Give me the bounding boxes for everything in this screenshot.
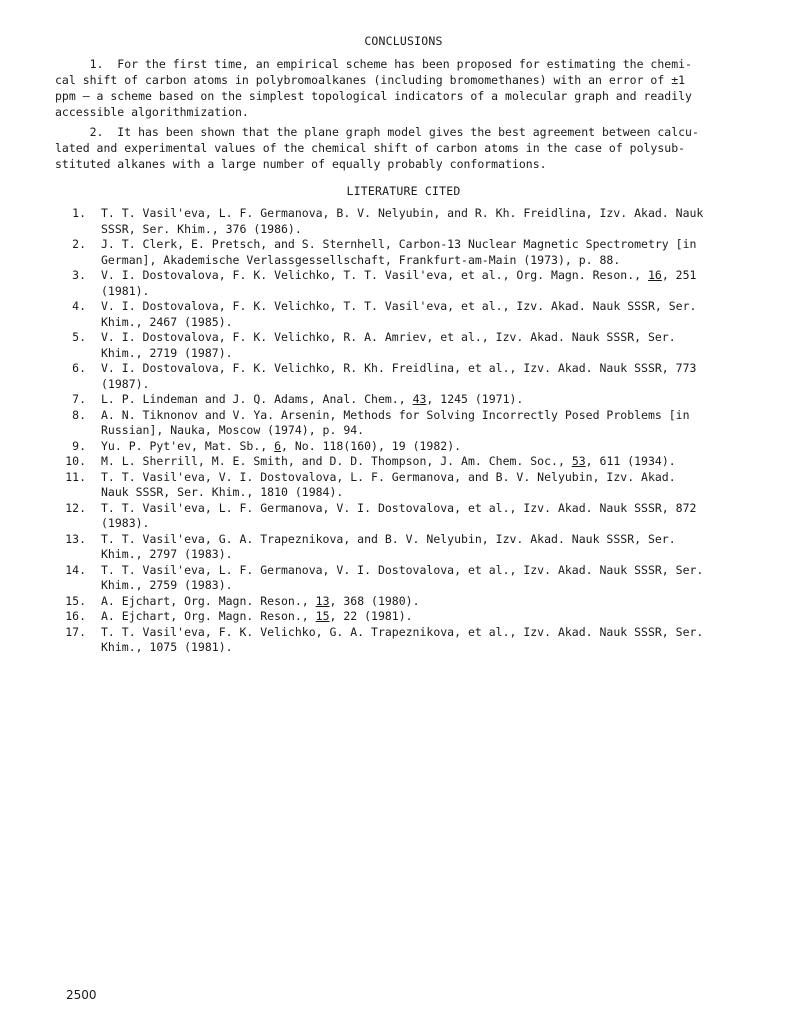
reference-number: 3.: [72, 268, 86, 282]
reference-text: T. T. Vasil'eva, F. K. Velichko, G. A. Trapeznikova, et al., Izv. Akad. Nauk SSSR, Ser.: [101, 624, 704, 639]
paragraph-line: 1. For the first time, an empirical scheme has been proposed for estimating the chemi-: [55, 57, 692, 71]
reference-text: SSSR, Ser. Khim., 376 (1986).: [101, 221, 302, 236]
reference-item: [55, 206, 755, 237]
reference-text: Yu. P. Pyt'ev, Mat. Sb., 6, No. 118(160), 19 (1982).: [101, 438, 462, 453]
paragraph-line: ppm — a scheme based on the simplest topological indicators of a molecular graph and readily: [55, 89, 692, 103]
reference-item: [55, 330, 755, 361]
reference-number: 6.: [72, 361, 86, 375]
reference-text: A. Ejchart, Org. Magn. Reson., 15, 22 (1981).: [101, 609, 413, 623]
reference-number: 14.: [65, 562, 86, 577]
reference-text: Khim., 2467 (1985).: [101, 314, 233, 329]
conclusion-paragraph-1: [55, 56, 755, 120]
conclusion-paragraph-2: [55, 124, 755, 172]
reference-item: [55, 454, 755, 470]
reference-text: German], Akademische Verlassgessellschaft, Frankfurt-am-Main (1973), p. 88.: [101, 252, 621, 267]
reference-number: 10.: [65, 454, 86, 468]
reference-number: 9.: [72, 438, 86, 453]
reference-number: 12.: [65, 500, 86, 515]
reference-item: [55, 299, 755, 330]
reference-item: [55, 563, 755, 594]
reference-text: V. I. Dostovalova, F. K. Velichko, R. A. Amriev, et al., Izv. Akad. Nauk SSSR, Ser.: [101, 330, 676, 344]
reference-item: [55, 532, 755, 563]
reference-text: Russian], Nauka, Moscow (1974), p. 94.: [101, 423, 365, 437]
reference-item: [55, 361, 755, 392]
page-number: 2500: [66, 988, 97, 1002]
reference-text: Khim., 1075 (1981).: [101, 640, 233, 654]
reference-text: Khim., 2797 (1983).: [101, 547, 233, 561]
reference-text: Nauk SSSR, Ser. Khim., 1810 (1984).: [101, 485, 344, 499]
reference-text: V. I. Dostovalova, F. K. Velichko, T. T. Vasil'eva, et al., Org. Magn. Reson., 16, 251: [101, 268, 697, 282]
paragraph-line: cal shift of carbon atoms in polybromoalkanes (including bromomethanes) with an error of ±1: [55, 73, 686, 87]
reference-item: [55, 609, 755, 625]
reference-text: V. I. Dostovalova, F. K. Velichko, R. Kh. Freidlina, et al., Izv. Akad. Nauk SSSR, 773: [101, 361, 697, 375]
reference-text: (1981).: [101, 283, 150, 298]
reference-text: T. T. Vasil'eva, L. F. Germanova, B. V. Nelyubin, and R. Kh. Freidlina, Izv. Akad. Nauk: [101, 206, 704, 220]
reference-number: 16.: [65, 609, 86, 623]
reference-number: 11.: [65, 469, 86, 484]
reference-number: 2.: [72, 237, 86, 251]
reference-text: V. I. Dostovalova, F. K. Velichko, T. T. Vasil'eva, et al., Izv. Akad. Nauk SSSR, Ser.: [101, 299, 697, 313]
paragraph-line: lated and experimental values of the chemical shift of carbon atoms in the case of polysub-: [55, 141, 686, 155]
reference-text: Khim., 2759 (1983).: [101, 578, 233, 592]
reference-number: 1.: [72, 206, 86, 220]
reference-number: 8.: [72, 407, 86, 422]
reference-text: T. T. Vasil'eva, L. F. Germanova, V. I. Dostovalova, et al., Izv. Akad. Nauk SSSR, 872: [101, 500, 697, 515]
reference-number: 17.: [65, 624, 86, 639]
paragraph-line: accessible algorithmization.: [55, 105, 249, 119]
reference-item: [55, 470, 755, 501]
reference-item: [55, 625, 755, 656]
reference-item: [55, 594, 755, 610]
reference-text: A. N. Tiknonov and V. Ya. Arsenin, Methods for Solving Incorrectly Posed Problems [in: [101, 407, 690, 422]
reference-item: [55, 237, 755, 268]
reference-item: [55, 439, 755, 455]
reference-item: [55, 268, 755, 299]
reference-text: T. T. Vasil'eva, L. F. Germanova, V. I. Dostovalova, et al., Izv. Akad. Nauk SSSR, Ser.: [101, 562, 704, 577]
reference-list: [55, 206, 755, 656]
reference-number: 7.: [72, 392, 86, 406]
literature-cited-heading: LITERATURE CITED: [346, 184, 461, 198]
paragraph-line: stituted alkanes with a large number of equally probably conformations.: [55, 157, 547, 171]
reference-text: M. L. Sherrill, M. E. Smith, and D. D. Thompson, J. Am. Chem. Soc., 53, 611 (1934).: [101, 454, 676, 468]
reference-text: A. Ejchart, Org. Magn. Reson., 13, 368 (1980).: [101, 593, 420, 608]
reference-item: [55, 501, 755, 532]
reference-number: 4.: [72, 299, 86, 313]
reference-text: T. T. Vasil'eva, V. I. Dostovalova, L. F. Germanova, and B. V. Nelyubin, Izv. Akad.: [101, 469, 676, 484]
paragraph-line: 2. It has been shown that the plane graph model gives the best agreement between calcu-: [55, 125, 699, 139]
reference-number: 13.: [65, 531, 86, 546]
reference-text: T. T. Vasil'eva, G. A. Trapeznikova, and B. V. Nelyubin, Izv. Akad. Nauk SSSR, Ser.: [101, 531, 676, 546]
reference-text: L. P. Lindeman and J. Q. Adams, Anal. Chem., 43, 1245 (1971).: [101, 392, 524, 406]
reference-item: [55, 392, 755, 408]
reference-text: J. T. Clerk, E. Pretsch, and S. Sternhell, Carbon-13 Nuclear Magnetic Spectrometry [in: [101, 237, 697, 251]
reference-number: 15.: [65, 593, 86, 608]
conclusions-heading: CONCLUSIONS: [364, 34, 443, 48]
reference-number: 5.: [72, 330, 86, 344]
reference-text: Khim., 2719 (1987).: [101, 345, 233, 360]
reference-text: (1983).: [101, 516, 150, 530]
reference-text: (1987).: [101, 376, 150, 391]
reference-item: [55, 408, 755, 439]
